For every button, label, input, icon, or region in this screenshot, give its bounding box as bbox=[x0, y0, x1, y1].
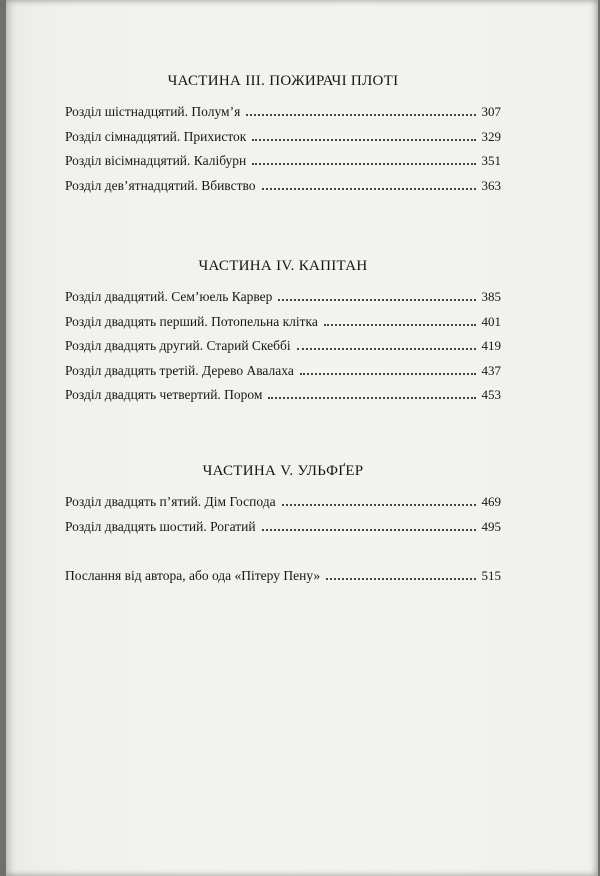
entry-title: Розділ двадцять другий. Старий Скеббі bbox=[65, 338, 291, 353]
page-number: 469 bbox=[481, 494, 501, 509]
page-number: 385 bbox=[481, 289, 501, 304]
entry-title: Розділ дев’ятнадцятий. Вбивство bbox=[65, 177, 256, 193]
dot-leader bbox=[297, 348, 476, 350]
part-3 bbox=[65, 72, 501, 200]
entry-title: Послання від автора, або ода «Пітеру Пену» bbox=[65, 568, 321, 583]
toc-entry[interactable] bbox=[65, 127, 501, 152]
dot-leader bbox=[262, 529, 476, 531]
page-number: 401 bbox=[481, 313, 501, 329]
toc-entry[interactable] bbox=[65, 287, 501, 312]
dot-leader bbox=[278, 299, 475, 301]
toc-entry[interactable] bbox=[65, 517, 501, 542]
page-number: 419 bbox=[481, 338, 501, 353]
page-number: 307 bbox=[481, 104, 501, 119]
page-number: 515 bbox=[481, 568, 501, 583]
entry-title: Розділ вісімнадцятий. Калібурн bbox=[65, 153, 247, 168]
page-number: 329 bbox=[481, 128, 501, 144]
entry-title: Розділ двадцять третій. Дерево Авалаха bbox=[65, 362, 294, 378]
part-title: ЧАСТИНА V. УЛЬФҐЕР bbox=[202, 463, 364, 479]
toc-entry[interactable] bbox=[65, 361, 501, 386]
part-4 bbox=[65, 257, 501, 410]
toc-entry[interactable] bbox=[65, 312, 501, 337]
entry-title: Розділ сімнадцятий. Прихисток bbox=[65, 128, 247, 144]
part-title: ЧАСТИНА IV. КАПІТАН bbox=[198, 258, 368, 274]
entry-title: Розділ двадцять п’ятий. Дім Господа bbox=[65, 494, 276, 509]
page-number: 453 bbox=[481, 387, 501, 402]
toc-entry[interactable] bbox=[65, 385, 501, 410]
book-page bbox=[6, 0, 598, 876]
dot-leader bbox=[300, 373, 476, 375]
part-5 bbox=[65, 462, 501, 541]
entry-title: Розділ двадцять четвертий. Пором bbox=[65, 387, 263, 402]
dot-leader bbox=[326, 578, 475, 580]
dot-leader bbox=[324, 324, 476, 326]
part-title: ЧАСТИНА III. ПОЖИРАЧІ ПЛОТІ bbox=[167, 73, 399, 89]
page-number: 351 bbox=[481, 153, 501, 168]
dot-leader bbox=[252, 139, 475, 141]
dot-leader bbox=[246, 114, 475, 116]
toc-entry-afterword[interactable] bbox=[65, 566, 501, 591]
entry-title: Розділ шістнадцятий. Полум’я bbox=[65, 104, 241, 119]
entry-title: Розділ двадцятий. Сем’юель Карвер bbox=[65, 289, 273, 304]
page-number: 495 bbox=[481, 518, 501, 534]
dot-leader bbox=[282, 504, 476, 506]
page-number: 437 bbox=[481, 362, 501, 378]
toc-entry[interactable] bbox=[65, 176, 501, 201]
dot-leader bbox=[252, 163, 475, 165]
afterword-section bbox=[65, 566, 501, 591]
dot-leader bbox=[262, 188, 476, 190]
entry-title: Розділ двадцять шостий. Рогатий bbox=[65, 518, 256, 534]
toc-entry[interactable] bbox=[65, 336, 501, 361]
page-number: 363 bbox=[481, 177, 501, 193]
toc-entry[interactable] bbox=[65, 492, 501, 517]
dot-leader bbox=[268, 397, 475, 399]
toc-entry[interactable] bbox=[65, 151, 501, 176]
entry-title: Розділ двадцять перший. Потопельна клітка bbox=[65, 313, 318, 329]
toc-entry[interactable] bbox=[65, 102, 501, 127]
